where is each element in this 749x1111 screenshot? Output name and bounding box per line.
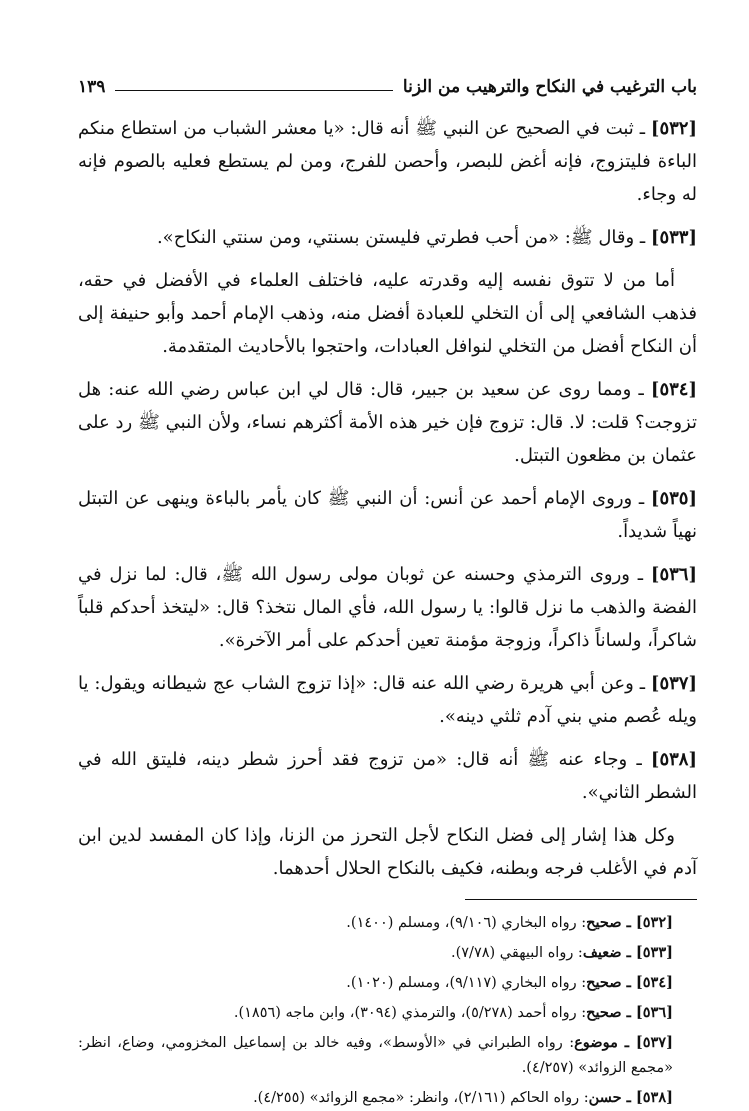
paragraph-text: ـ وجاء عنه ﷺ أنه قال: «من تزوج فقد أحرز شطر دينه، فليتق الله في الشطر الثاني».: [78, 749, 697, 803]
footnote-grade: ـ ضعيف: [582, 944, 636, 961]
paragraph-text: ـ ثبت في الصحيح عن النبي ﷺ أنه قال: «يا معشر الشباب من استطاع منكم الباءة فليتزوج، فإنه أغض للبصر، وأحصن للفرج، ومن لم يستطع فعليه بالصوم فإنه له وجاء.: [78, 118, 697, 205]
paragraph-535: [78, 482, 697, 548]
footnote-number: [٥٣٤]: [635, 974, 673, 991]
body-text: [78, 112, 697, 885]
footnote-533: [78, 940, 673, 966]
paragraph-532: [78, 112, 697, 211]
footnote-number: [٥٣٨]: [635, 1089, 673, 1106]
footnote-number: [٥٣٦]: [635, 1004, 673, 1021]
footnote-532: [78, 910, 673, 936]
footnote-text: : رواه البخاري (٩/١٠٦)، ومسلم (١٤٠٠).: [346, 915, 587, 931]
footnote-537: [78, 1030, 673, 1081]
paragraph-534: [78, 373, 697, 472]
footnote-number: [٥٣٢]: [635, 914, 673, 931]
footnote-grade: ـ صحيح: [586, 914, 636, 931]
paragraph-number: [٥٣٨]: [650, 749, 697, 770]
paragraph-text: ـ وعن أبي هريرة رضي الله عنه قال: «إذا تزوج الشاب عج شيطانه ويقول: يا ويله عُصم مني بني آدم ثلثي دينه».: [78, 673, 697, 727]
paragraph-number: [٥٣٢]: [650, 118, 697, 139]
footnote-text: : رواه البيهقي (٧/٧٨).: [450, 945, 583, 961]
paragraph-number: [٥٣٣]: [650, 227, 697, 248]
paragraph-number: [٥٣٥]: [650, 488, 697, 509]
paragraph-538: [78, 743, 697, 809]
footnote-grade: ـ صحيح: [586, 974, 636, 991]
footnote-text: : رواه الطبراني في «الأوسط»، وفيه خالد بن إسماعيل المخزومي، وضاع، انظر: «مجمع الزوائد» (٤/٢٥٧).: [78, 1035, 673, 1076]
paragraph-number: [٥٣٦]: [650, 564, 697, 585]
footnote-text: : رواه الحاكم (٢/١٦١)، وانظر: «مجمع الزوائد» (٤/٢٥٥).: [253, 1090, 589, 1106]
footnote-number: [٥٣٣]: [635, 944, 673, 961]
paragraph-537: [78, 667, 697, 733]
paragraph-533: [78, 221, 697, 254]
paragraph-text: ـ ومما روى عن سعيد بن جبير، قال: قال لي ابن عباس رضي الله عنه: هل تزوجت؟ قلت: لا. قال: تزوج فإن خير هذه الأمة أكثرهم نساء، ولأن النبي ﷺ رد على عثمان بن مظعون التبتل.: [78, 379, 697, 466]
paragraph-text: ـ وروى الإمام أحمد عن أنس: أن النبي ﷺ كان يأمر بالباءة وينهى عن التبتل نهياً شديداً.: [78, 488, 697, 542]
paragraph-number: [٥٣٤]: [650, 379, 697, 400]
footnote-534: [78, 970, 673, 996]
paragraph-number: [٥٣٧]: [650, 673, 697, 694]
running-header: [78, 72, 697, 102]
header-rule: [115, 90, 393, 91]
footnote-grade: ـ موضوع: [574, 1034, 636, 1051]
paragraph-text: ـ وقال ﷺ: «من أحب فطرتي فليستن بسنتي، ومن سنتي النكاح».: [156, 227, 651, 248]
paragraph-commentary: [78, 264, 697, 363]
footnote-536: [78, 1000, 673, 1026]
footnotes: [78, 910, 697, 1111]
paragraph-text: ـ وروى الترمذي وحسنه عن ثوبان مولى رسول الله ﷺ، قال: لما نزل في الفضة والذهب ما نزل قالوا: يا رسول الله، فأي المال نتخذ؟ قال: «ليتخذ أحدكم قلباً شاكراً، ولساناً ذاكراً، وزوجة مؤمنة تعين أحدكم على أمر الآخرة».: [78, 564, 697, 651]
paragraph-text: وكل هذا إشار إلى فضل النكاح لأجل التحرز من الزنا، وإذا كان المفسد لدين ابن آدم في الأغلب فرجه وبطنه، فكيف بالنكاح الحلال أحدهما.: [78, 825, 697, 879]
footnote-divider: [465, 899, 697, 900]
footnote-538: [78, 1085, 673, 1111]
footnote-grade: ـ حسن: [588, 1089, 636, 1106]
page-number: ١٣٩: [78, 77, 106, 97]
paragraph-text: أما من لا تتوق نفسه إليه وقدرته عليه، فاختلف العلماء في الأفضل في حقه، فذهب الشافعي إلى أن التخلي للعبادة أفضل منه، وذهب الإمام أحمد وأبو حنيفة إلى أن النكاح أفضل من التخلي لنوافل العبادات، واحتجوا بالأحاديث المتقدمة.: [78, 270, 697, 357]
paragraph-536: [78, 558, 697, 657]
footnote-text: : رواه البخاري (٩/١١٧)، ومسلم (١٠٢٠).: [346, 975, 587, 991]
chapter-title: باب الترغيب في النكاح والترهيب من الزنا: [402, 77, 697, 97]
footnote-text: : رواه أحمد (٥/٢٧٨)، والترمذي (٣٠٩٤)، وابن ماجه (١٨٥٦).: [233, 1005, 587, 1021]
footnote-number: [٥٣٧]: [635, 1034, 673, 1051]
paragraph-conclusion: [78, 819, 697, 885]
footnote-grade: ـ صحيح: [586, 1004, 636, 1021]
